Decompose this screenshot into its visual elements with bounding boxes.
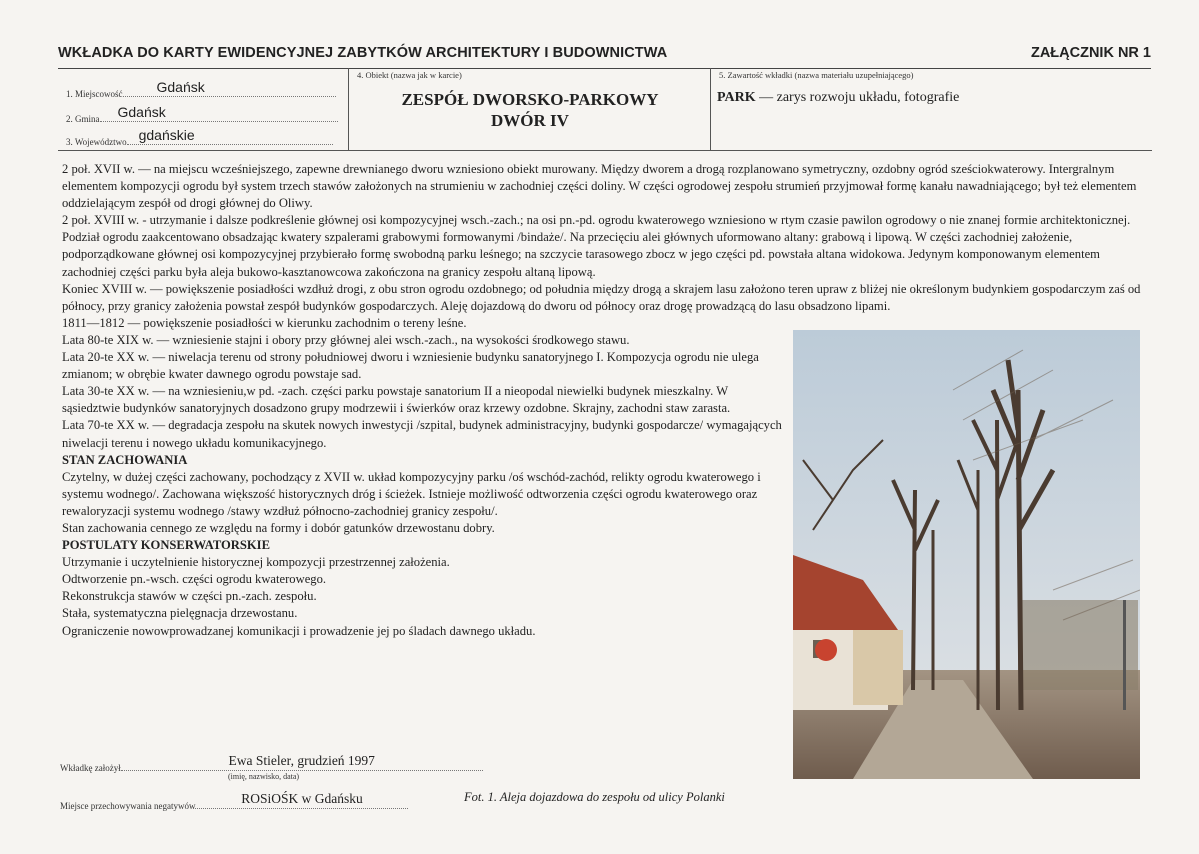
gmina-label: 2. Gmina xyxy=(66,114,100,124)
storage-field xyxy=(60,791,408,811)
object-name xyxy=(349,89,711,131)
history-paragraph: Lata 70-te XX w. — degradacja zespołu na skutek nowych inwestycji /szpital, budynek administracyjny, budynki gospodarcze/ wymagających niwelacji terenu i nowego układu komunikacyjnego. xyxy=(62,418,782,450)
object-box xyxy=(348,68,711,151)
history-paragraph: 2 poł. XVIII w. - utrzymanie i dalsze podkreślenie głównej osi kompozycyjnej wsch.-zach.; na osi pn.-pd. ogrodu kwaterowego wzniesiono w rtym czasie pawilon ogrodowy o nie znanej formie architektonicznej. Podział ogrodu zaakcentowano obsadzając kwatery szpalerami grabowymi formowanymi /bindaże/. Na przecięciu alei głównych uformowano altany: grabową i lipową. W części zachodniej założenie, podporządkowane głównej osi kompozycyjnej przybierało formę swobodną parku leśnego; na szczycie tarasowego zbocz w jego części pd. powstała altana widokowa. Jedynym komponowanym elementem zachodniej części parku była aleja bukowo-kasztanowcowa zakończona na granicy zespołu altaną lipową. xyxy=(62,213,1131,279)
postulates-heading: POSTULATY KONSERWATORSKIE xyxy=(62,538,270,553)
history-paragraph: Lata 30-te XX w. — na wzniesieniu,w pd. -zach. części parku powstaje sanatorium II a nieopodal niewielki budynek mieszkalny. W sąsiedztwie budynków sanatoryjnych dosadzono grupy modrzewii i świerków oraz krzewy ozdobne. Skrajny, zachodni staw zarasta. xyxy=(62,384,731,416)
contents-text: — zarys rozwoju układu, fotografie xyxy=(755,90,960,105)
state-paragraph: Czytelny, w dużej części zachowany, pochodzący z XVII w. układ kompozycyjny parku /oś wschód-zachód, relikty ogrodu kwaterowego i systemu wodnego/. Zachowana większość historycznych dróg i ścieżek. Istnieje możliwość odtworzenia części ogrodu kwaterowego oraz rewaloryzacji systemu wodnego /stawy wzdłuż północno-zachodniej granicy zespołu/. xyxy=(62,469,761,518)
storage-value: ROSiOŚK w Gdańsku xyxy=(241,791,363,806)
avenue-photo xyxy=(793,330,1140,779)
postulate-item: Utrzymanie i uczytelnienie historycznej kompozycji przestrzennej założenia. xyxy=(62,555,450,570)
founder-value: Ewa Stieler, grudzień 1997 xyxy=(228,753,375,768)
document-title: WKŁADKA DO KARTY EWIDENCYJNEJ ZABYTKÓW ARCHITEKTURY I BUDOWNICTWA xyxy=(58,45,668,61)
contents-bold: PARK xyxy=(717,90,756,105)
wojewodztwo-value: gdańskie xyxy=(138,127,195,143)
contents-label: 5. Zawartość wkładki (nazwa materiału uzupełniającego) xyxy=(719,70,914,80)
storage-label: Miejsce przechowywania negatywów xyxy=(60,801,196,811)
miejscowosc-value: Gdańsk xyxy=(156,79,205,95)
postulate-item: Odtworzenie pn.-wsch. części ogrodu kwaterowego. xyxy=(62,572,327,587)
history-paragraph: Lata 80-te XIX w. — wzniesienie stajni i obory przy głównej alei wsch.-zach., na wysokości środkowego stawu. xyxy=(62,332,630,347)
state-heading: STAN ZACHOWANIA xyxy=(62,452,188,467)
contents-value xyxy=(717,90,959,106)
location-box xyxy=(58,68,348,151)
founder-hint: (imię, nazwisko, data) xyxy=(228,772,300,781)
history-paragraph: Koniec XVIII w. — powiększenie posiadłości wzdłuż drogi, z obu stron ogrodu ozdobnego; od południa między drogą a skrajem lasu założono teren upraw z bliżej nie określonym budynkiem gospodarczym zaś od północy, przy granicy założenia powstał zespół budynków gospodarczych. Aleję dojazdową do dworu od północy oraz drogę prowadzącą do lasu obsadzono lipami. xyxy=(62,281,1141,313)
miejscowosc-field xyxy=(66,79,336,99)
history-paragraph: Lata 20-te XX w. — niwelacja terenu od strony południowej dworu i wzniesienie budynku sanatoryjnego I. Kompozycja ogrodu nie ulega zmianom; w obrębie kwater dawnego ogrodu powstaje sad. xyxy=(62,350,759,382)
avenue-photo-illustration xyxy=(793,330,1140,779)
wojewodztwo-field xyxy=(66,127,333,147)
gmina-value: Gdańsk xyxy=(117,104,166,120)
history-paragraph: 1811—1812 — powiększenie posiadłości w kierunku zachodnim o tereny leśne. xyxy=(62,315,467,330)
attachment-number: ZAŁĄCZNIK NR 1 xyxy=(1030,45,1151,61)
postulate-item: Rekonstrukcja stawów w części pn.-zach. zespołu. xyxy=(62,589,317,604)
contents-box xyxy=(710,68,1152,151)
state-paragraph: Stan zachowania cennego ze względu na formy i dobór gatunków drzewostanu dobry. xyxy=(62,520,495,535)
object-name-line2: DWÓR IV xyxy=(491,111,569,130)
postulate-item: Ograniczenie nowowprowadzanej komunikacji i prowadzenie jej po śladach dawnego układu. xyxy=(62,623,536,638)
object-name-line1: ZESPÓŁ DWORSKO-PARKOWY xyxy=(401,90,659,109)
photo-caption: Fot. 1. Aleja dojazdowa do zespołu od ulicy Polanki xyxy=(464,790,725,804)
miejscowosc-label: 1. Miejscowość xyxy=(66,89,123,99)
history-paragraph: 2 poł. XVII w. — na miejscu wcześniejszego, zapewne drewnianego dworu wzniesiono obiekt murowany. Między dworem a drogą rozplanowano symetryczny, ozdobny ogród sześciokwaterowy. Intergralnym elementem kompozycji ogrodu był system trzech stawów założonych na strumieniu w zachodniej części doliny. W części ogrodowej zespołu strumień przyjmował formę kanału nawadniającego; był też elementem oddzielającym zespół od drogi głównej do Oliwy. xyxy=(62,162,1137,211)
founder-label: Wkładkę założył xyxy=(60,763,121,773)
wojewodztwo-label: 3. Województwo xyxy=(66,137,127,147)
gmina-field xyxy=(66,104,338,124)
object-label: 4. Obiekt (nazwa jak w karcie) xyxy=(357,70,462,80)
postulate-item: Stała, systematyczna pielęgnacja drzewostanu. xyxy=(62,606,298,621)
